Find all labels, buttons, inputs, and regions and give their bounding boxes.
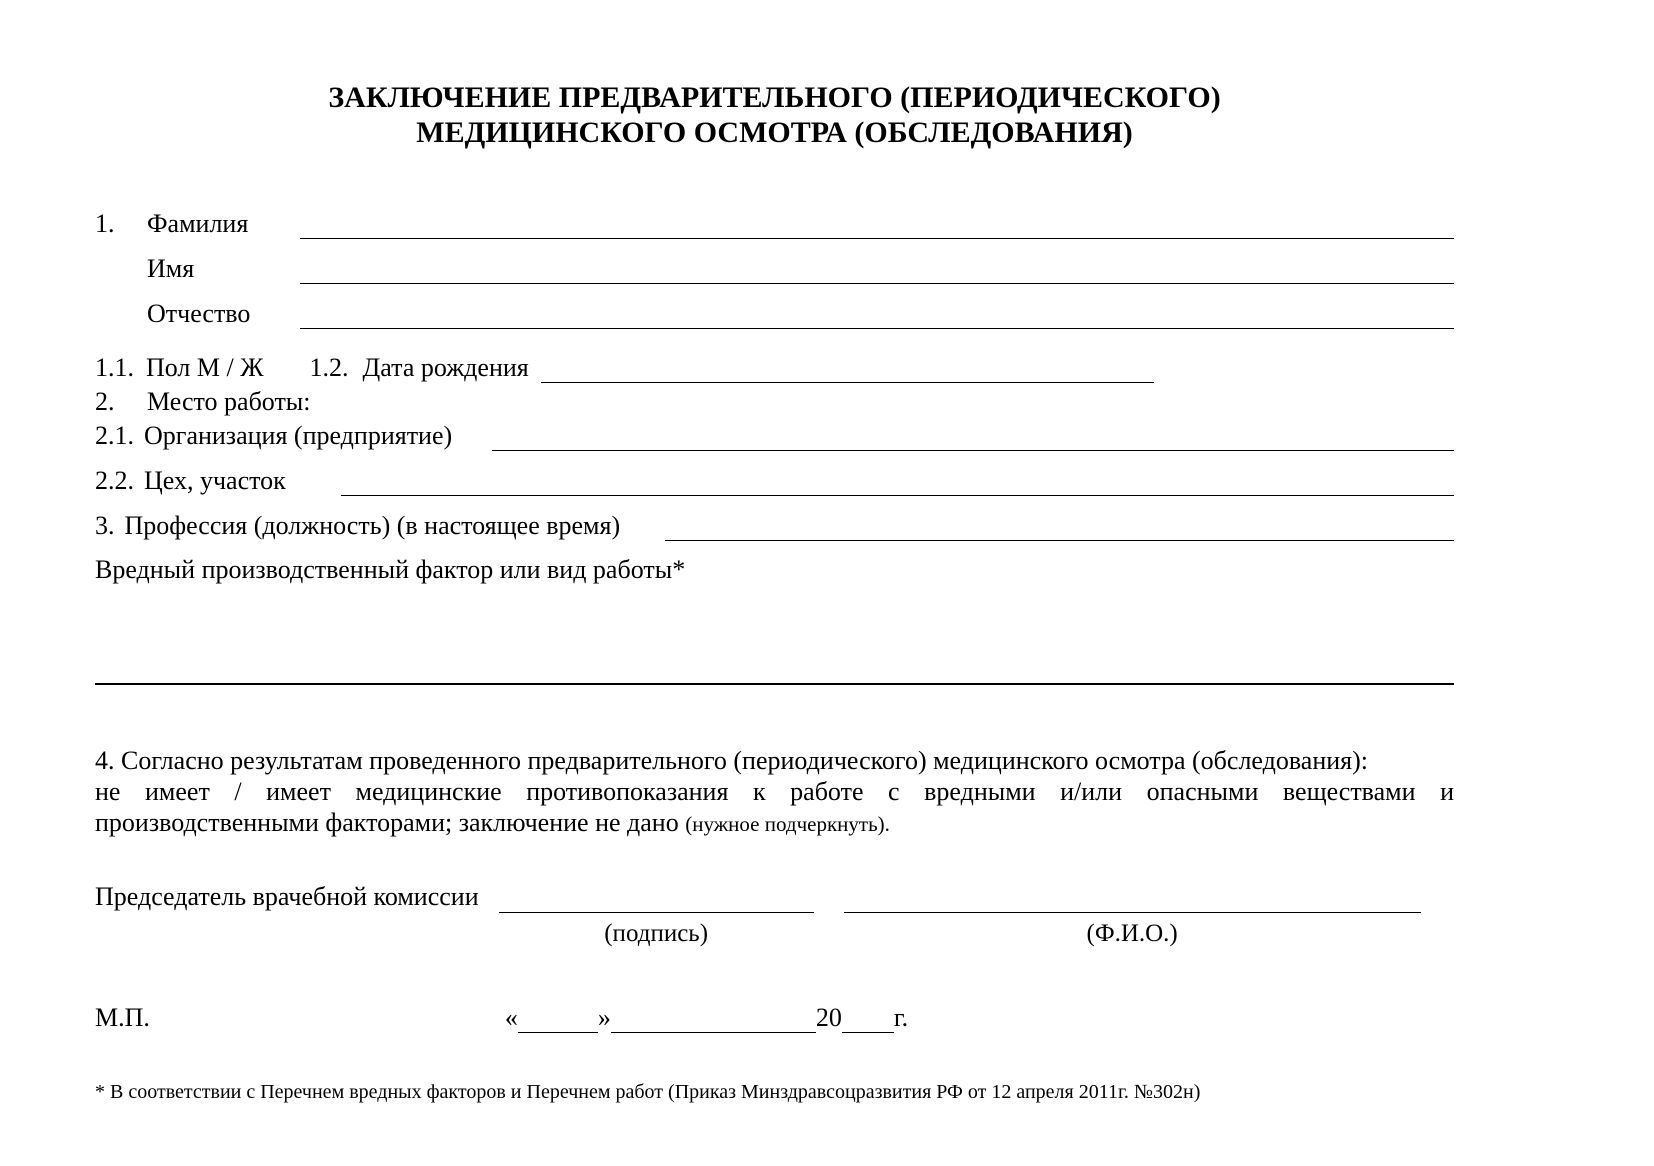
document-title-line1: ЗАКЛЮЧЕНИЕ ПРЕДВАРИТЕЛЬНОГО (ПЕРИОДИЧЕСКОГО)	[328, 81, 1221, 114]
first-name-field-label: Имя	[147, 254, 195, 283]
stamp-date-row	[95, 1001, 1454, 1033]
close-quote: »	[597, 1003, 611, 1032]
hazard-factor-input-line[interactable]	[95, 683, 1454, 685]
year-input-line[interactable]	[842, 1004, 894, 1033]
conclusion-line2: не имеет / имеет медицинские противопоказания к работе с вредными и/или опасными веществами и	[95, 777, 1454, 806]
surname-field-number: 1.	[95, 209, 115, 238]
day-input-line[interactable]	[518, 1004, 598, 1033]
fullname-input-line[interactable]	[844, 882, 1421, 913]
document-title	[95, 80, 1454, 150]
organization-input-line[interactable]	[492, 450, 1454, 451]
year-suffix-text: г.	[893, 1003, 909, 1032]
conclusion-paragraph	[95, 745, 1454, 840]
sex-birthdate-row	[95, 343, 1454, 383]
sex-field-label: Пол М / Ж	[146, 353, 264, 382]
open-quote: «	[504, 1003, 518, 1032]
patronymic-row	[95, 284, 1454, 329]
profession-field-label: Профессия (должность) (в настоящее время)	[124, 511, 621, 540]
workshop-input-line[interactable]	[341, 495, 1454, 496]
workshop-field-label: Цех, участок	[144, 466, 286, 495]
profession-input-line[interactable]	[665, 540, 1454, 541]
hazard-factor-row	[95, 541, 1454, 585]
organization-row	[95, 417, 1454, 451]
signature-caption: (подпись)	[604, 920, 709, 947]
hazard-factor-field-label: Вредный производственный фактор или вид работы*	[95, 555, 686, 584]
workshop-row	[95, 451, 1454, 496]
workplace-field-number: 2.	[95, 387, 115, 416]
date-group	[505, 1003, 908, 1033]
footnote: * В соответствии с Перечнем вредных факторов и Перечнем работ (Приказ Минздравсоцразвития РФ от 12 апреля 2011г. №302н)	[95, 1081, 1201, 1103]
year-century-text: 20	[815, 1003, 842, 1032]
workshop-field-number: 2.2.	[95, 466, 134, 495]
surname-input-line[interactable]	[300, 238, 1454, 239]
chairman-signature-block	[95, 882, 1454, 948]
document-title-line2: МЕДИЦИНСКОГО ОСМОТРА (ОБСЛЕДОВАНИЯ)	[416, 116, 1133, 149]
surname-row	[95, 194, 1454, 239]
fullname-column	[844, 882, 1421, 948]
organization-field-number: 2.1.	[95, 421, 134, 450]
patronymic-input-line[interactable]	[300, 328, 1454, 329]
organization-field-label: Организация (предприятие)	[144, 421, 453, 450]
first-name-input-line[interactable]	[300, 283, 1454, 284]
birthdate-input-line[interactable]	[541, 382, 1154, 383]
profession-field-number: 3.	[95, 511, 115, 540]
signature-column	[499, 882, 814, 948]
conclusion-line3-text: производственными факторами; заключение не дано	[95, 808, 679, 837]
sex-field-number: 1.1.	[95, 353, 134, 382]
workplace-row	[95, 383, 1454, 417]
workplace-field-label: Место работы:	[147, 387, 311, 416]
month-input-line[interactable]	[611, 1004, 816, 1033]
first-name-row	[95, 239, 1454, 284]
birthdate-field-number: 1.2.	[309, 353, 349, 382]
patronymic-field-label: Отчество	[147, 299, 251, 328]
chairman-label: Председатель врачебной комиссии	[95, 882, 479, 911]
fullname-caption: (Ф.И.О.)	[1086, 920, 1178, 947]
conclusion-line1: 4. Согласно результатам проведенного предварительного (периодического) медицинского осмотра (обследования):	[95, 746, 1368, 775]
stamp-place-label: М.П.	[95, 1003, 150, 1032]
profession-row	[95, 496, 1454, 541]
birthdate-field-label: Дата рождения	[362, 353, 529, 382]
surname-field-label: Фамилия	[147, 209, 249, 238]
conclusion-underline-note: (нужное подчеркнуть).	[685, 812, 890, 836]
conclusion-line3	[95, 807, 1454, 840]
signature-input-line[interactable]	[499, 882, 814, 913]
